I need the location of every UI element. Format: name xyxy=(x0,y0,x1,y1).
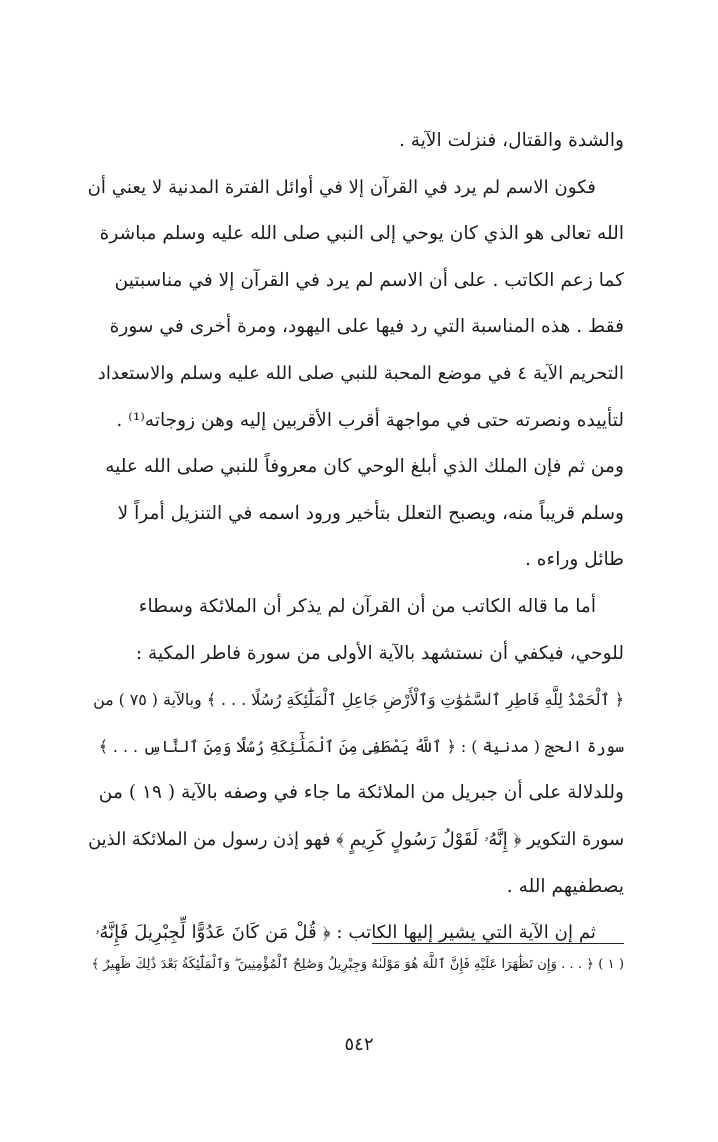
quran-quote-line: ﴿ ٱلْحَمْدُ لِلَّهِ فَاطِرِ ٱلسَّمَٰوَٰتِ وَٱلْأَرْضِ جَاعِلِ ٱلْمَلَٰٓئِكَةِ رُسُلًا . . . ﴾ وبالآية ( ٧٥ ) من xyxy=(93,690,624,710)
text-line: طائل وراءه . xyxy=(524,549,624,571)
footnote: ( ١ ) ﴿ . . . وَإِن تَظَٰهَرَا عَلَيْهِ فَإِنَّ ٱللَّهَ هُوَ مَوْلَىٰهُ وَجِبْرِيلُ وَصَٰلِحُ ٱلْمُؤْمِنِينَ ۖ وَٱلْمَلَٰٓئِكَةُ بَعْدَ ذَٰلِكَ ظَهِيرٌ ﴾ xyxy=(91,957,624,972)
text-line: وسلم قريباً منه، ويصبح التعلل بتأخير ورود اسمه في التنزيل أمراً لا xyxy=(117,502,624,524)
text-line: يصطفيهم الله . xyxy=(506,875,624,897)
text-line: والشدة والقتال، فنزلت الآية . xyxy=(398,130,624,151)
main-text xyxy=(88,118,624,957)
text-line: فقط . هذه المناسبة التي رد فيها على اليهود، ومرة أخرى في سورة xyxy=(109,316,624,338)
paragraph-start-line: فكون الاسم لم يرد في القرآن إلا في أوائل الفترة المدنية لا يعني أن xyxy=(88,176,596,198)
page-number: ٥٤٢ xyxy=(344,1034,374,1055)
paragraph-start-line: أما ما قاله الكاتب من أن القرآن لم يذكر أن الملائكة وسطاء xyxy=(138,595,596,617)
text-line: الله تعالى هو الذي كان يوحي إلى النبي صلى الله عليه وسلم مباشرة xyxy=(99,223,624,245)
text-line: كما زعم الكاتب . على أن الاسم لم يرد في القرآن إلا في مناسبتين xyxy=(114,269,624,291)
quran-quote-line: سورة التكوير ﴿ إِنَّهُۥ لَقَوْلُ رَسُولٍ كَرِيمٍ ﴾ فهو إذن رسول من الملائكة الذين xyxy=(88,828,624,850)
text-line: التحريم الآية ٤ في موضع المحبة للنبي صلى الله عليه وسلم والاستعداد xyxy=(97,362,624,384)
text-line: ومن ثم فإن الملك الذي أبلغ الوحي كان معروفاً للنبي صلى الله عليه xyxy=(105,456,624,478)
paragraph-start-line: ثم إن الآية التي يشير إليها الكاتب : ﴿ قُلْ مَن كَانَ عَدُوًّا لِّجِبْرِيلَ فَإِنَّهُۥ xyxy=(94,922,596,944)
text-line: وللدلالة على أن جبريل من الملائكة ما جاء في وصفه بالآية ( ١٩ ) من xyxy=(98,782,624,804)
footnote-divider xyxy=(372,943,624,944)
quran-quote-line: سورة الحج ( مدنية ) : ﴿ ٱللَّهُ يَصْطَفِى مِنَ ٱلْمَلَٰٓئِكَةِ رُسُلًا وَمِنَ ٱلنَّاسِ . . . ﴾ xyxy=(98,736,624,756)
text-line: للوحي، فيكفي أن نستشهد بالآية الأولى من سورة فاطر المكية : xyxy=(135,642,624,664)
text-line-with-footnote-marker: لتأييده ونصرته حتى في مواجهة أقرب الأقربين إليه وهن زوجاته⁽¹⁾ . xyxy=(116,409,624,431)
